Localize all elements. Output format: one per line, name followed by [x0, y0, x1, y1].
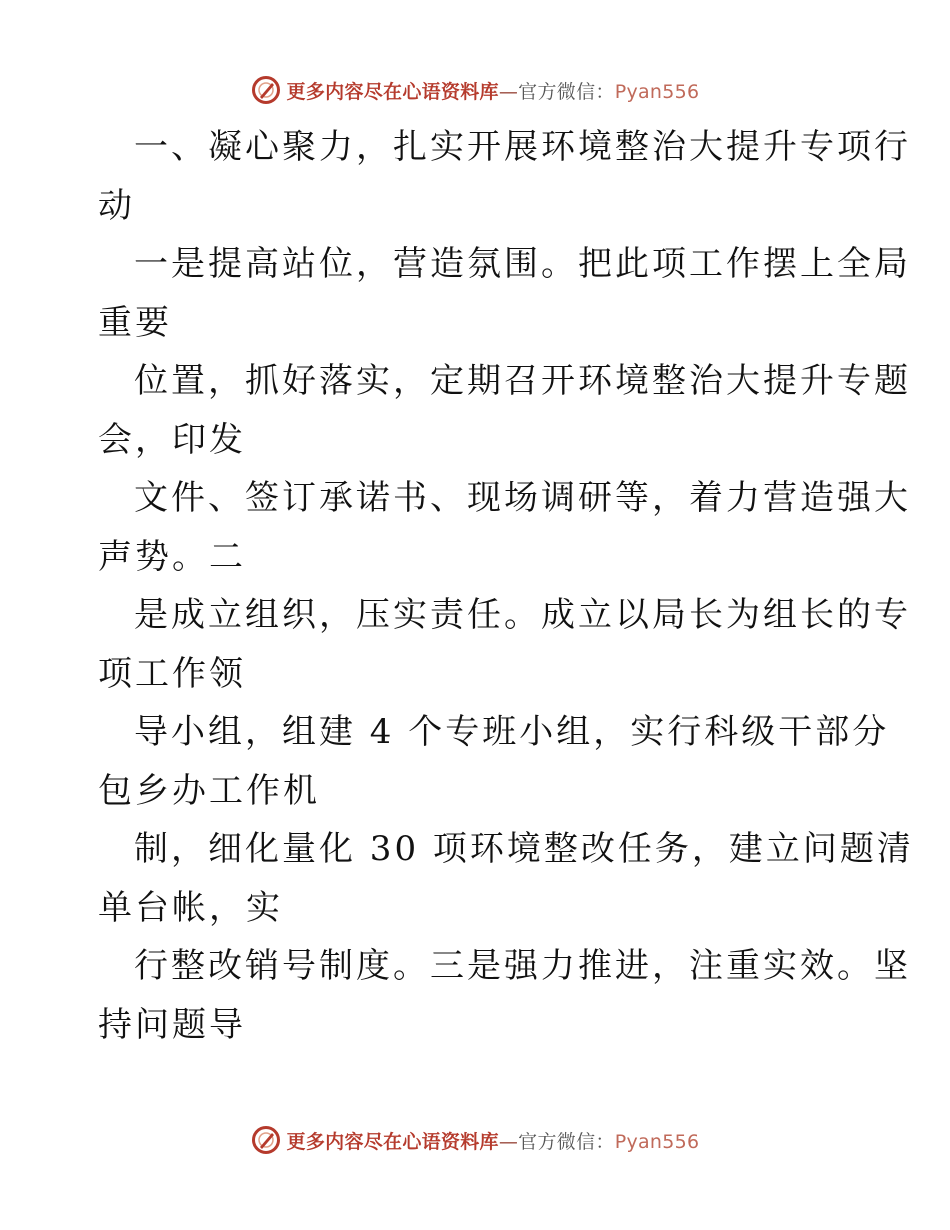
watermark-label: 官方微信：	[518, 1130, 615, 1153]
watermark-id: Pyan556	[614, 1130, 700, 1153]
watermark-brand: 更多内容尽在心语资料库	[286, 1130, 499, 1153]
watermark-dash: —	[498, 80, 519, 103]
text-line: 包乡办工作机	[98, 770, 320, 811]
text-line: 声势。二	[98, 536, 246, 577]
watermark-label: 官方微信：	[518, 80, 615, 103]
text-line: 会，印发	[98, 419, 246, 460]
text-line: 项工作领	[98, 653, 246, 694]
text-line: 单台帐，实	[98, 887, 283, 928]
text-line: 一是提高站位，营造氛围。把此项工作摆上全局	[134, 244, 911, 284]
pen-logo-icon	[251, 75, 281, 105]
text-line: 制，细化量化 30 项环境整改任务，建立问题清	[134, 829, 914, 869]
watermark-brand: 更多内容尽在心语资料库	[286, 80, 499, 103]
text-line: 动	[98, 185, 135, 226]
text-line: 行整改销号制度。三是强力推进，注重实效。坚	[134, 946, 911, 986]
watermark-id: Pyan556	[614, 80, 700, 103]
footer-watermark	[0, 1120, 950, 1160]
pen-logo-icon	[251, 1125, 281, 1155]
text-line: 位置，抓好落实，定期召开环境整治大提升专题	[134, 361, 911, 401]
watermark-text	[287, 77, 700, 104]
text-line: 导小组，组建 4 个专班小组，实行科级干部分	[134, 712, 890, 752]
text-line: 重要	[98, 302, 172, 343]
text-line: 持问题导	[98, 1004, 246, 1045]
watermark-dash: —	[498, 1130, 519, 1153]
text-line: 是成立组织，压实责任。成立以局长为组长的专	[134, 595, 911, 635]
header-watermark	[0, 70, 950, 110]
text-line: 文件、签订承诺书、现场调研等，着力营造强大	[134, 478, 911, 518]
text-line: 一、凝心聚力，扎实开展环境整治大提升专项行	[134, 127, 911, 167]
document-body	[98, 118, 914, 1054]
watermark-text	[287, 1127, 700, 1154]
